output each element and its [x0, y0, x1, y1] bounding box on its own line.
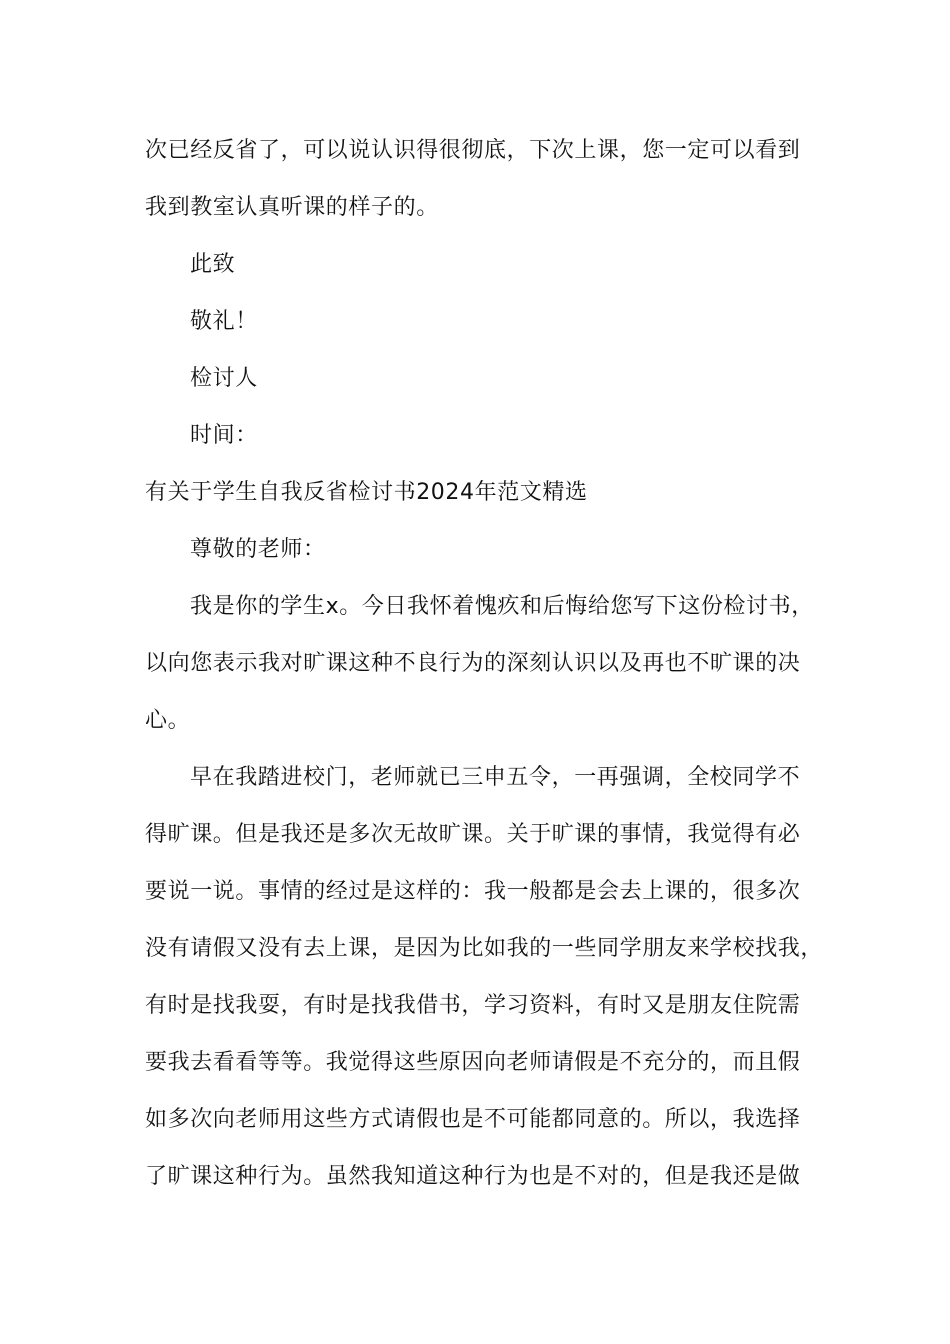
signature-label: 检讨人 — [190, 366, 258, 391]
date-label: 时间： — [190, 423, 258, 448]
text-line: 次已经反省了，可以说认识得很彻底，下次上课，您一定可以看到 — [145, 138, 801, 163]
paragraph-line: 我是你的学生x。今日我怀着愧疚和后悔给您写下这份检讨书， — [190, 594, 814, 619]
paragraph-line: 得旷课。但是我还是多次无故旷课。关于旷课的事情，我觉得有必 — [145, 822, 801, 847]
paragraph-line: 心。 — [145, 708, 191, 733]
paragraph-line: 没有请假又没有去上课，是因为比如我的一些同学朋友来学校找我， — [145, 936, 824, 961]
paragraph-line: 了旷课这种行为。虽然我知道这种行为也是不对的，但是我还是做 — [145, 1164, 801, 1189]
text-line: 我到教室认真听课的样子的。 — [145, 195, 439, 220]
paragraph-line: 以向您表示我对旷课这种不良行为的深刻认识以及再也不旷课的决 — [145, 651, 801, 676]
paragraph-line: 有时是找我耍，有时是找我借书，学习资料，有时又是朋友住院需 — [145, 993, 801, 1018]
closing-salutation: 此致 — [190, 252, 236, 277]
greeting: 尊敬的老师： — [190, 537, 326, 562]
paragraph-line: 早在我踏进校门，老师就已三申五令，一再强调，全校同学不 — [190, 765, 801, 790]
section-title: 有关于学生自我反省检讨书2024年范文精选 — [145, 480, 588, 505]
paragraph-line: 如多次向老师用这些方式请假也是不可能都同意的。所以，我选择 — [145, 1107, 801, 1132]
paragraph-line: 要我去看看等等。我觉得这些原因向老师请假是不充分的，而且假 — [145, 1050, 801, 1075]
paragraph-line: 要说一说。事情的经过是这样的：我一般都是会去上课的，很多次 — [145, 879, 801, 904]
closing-regards: 敬礼！ — [190, 309, 258, 334]
